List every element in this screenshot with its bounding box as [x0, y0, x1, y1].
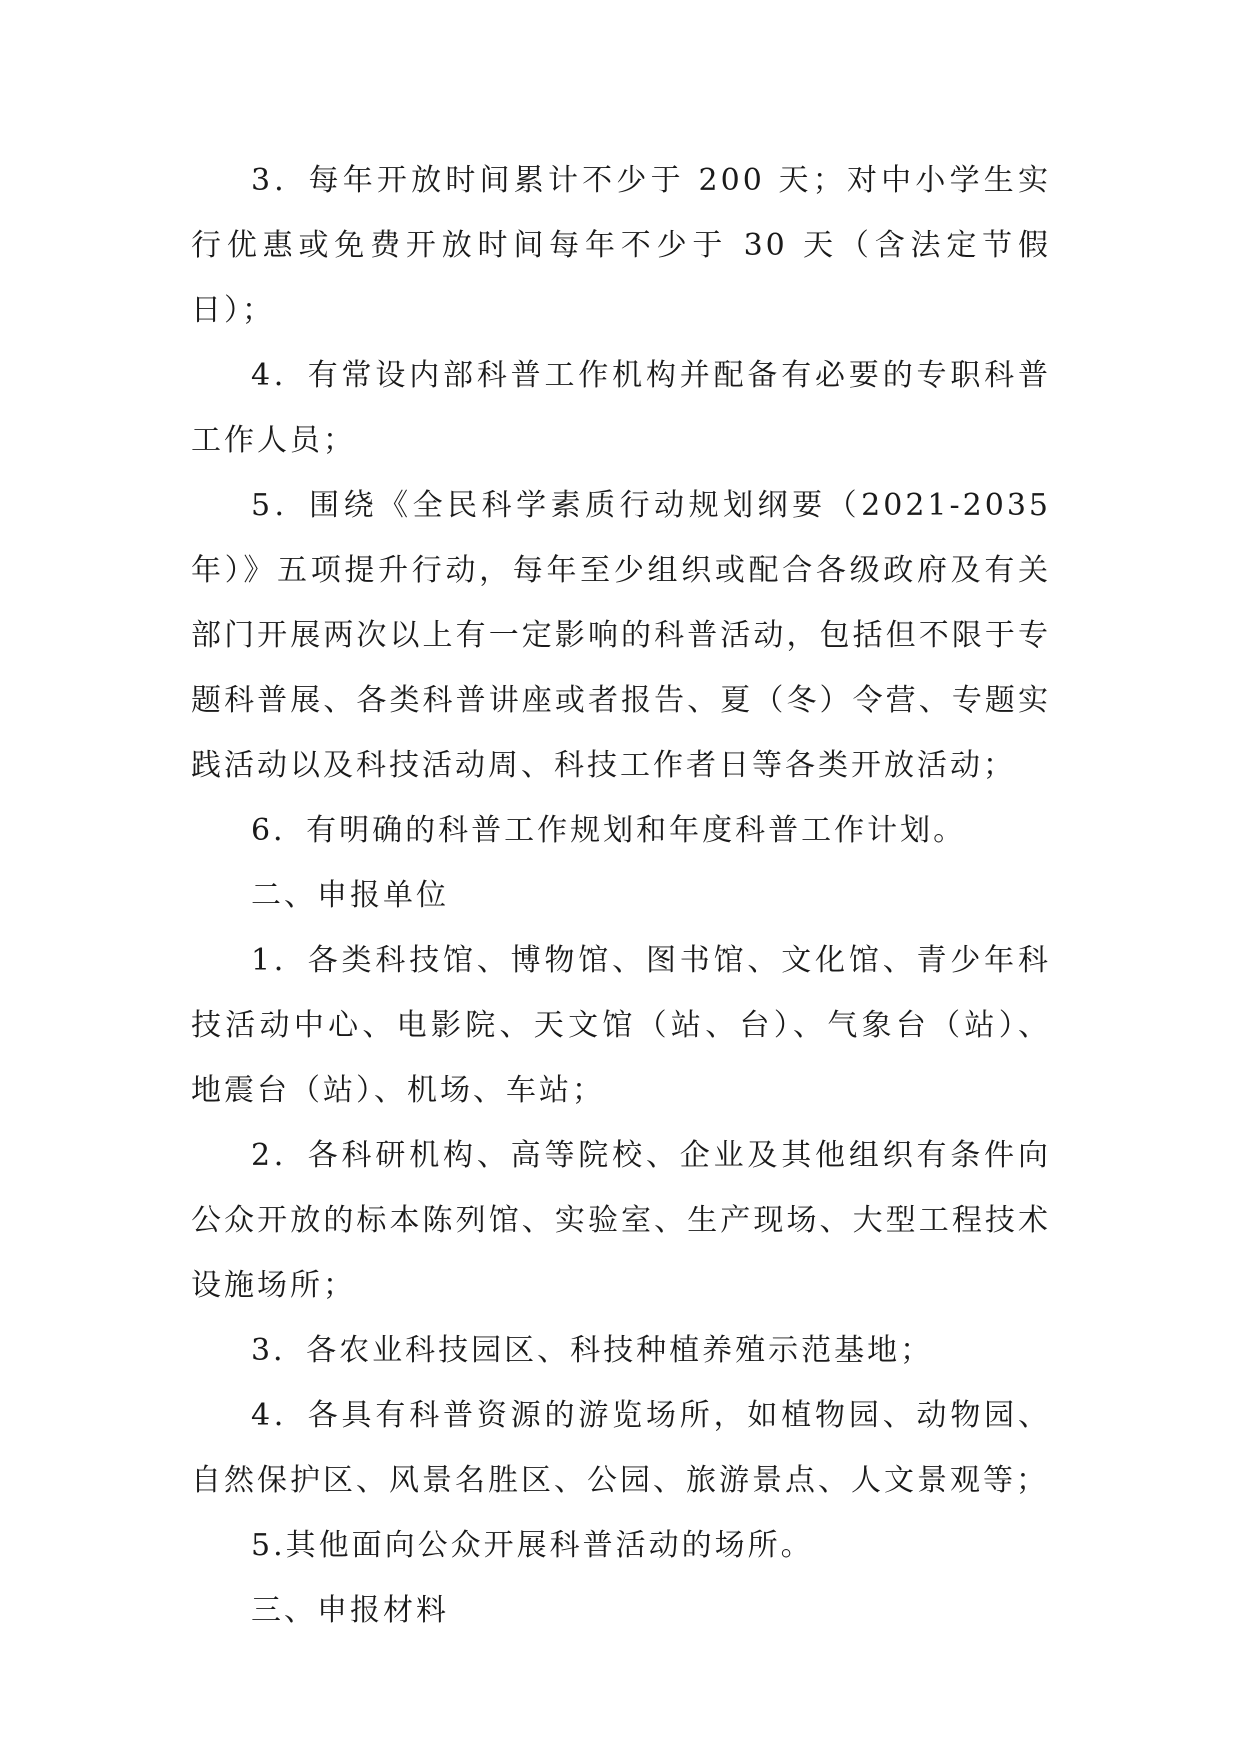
section-heading-materials: 三、申报材料 [251, 1593, 449, 1628]
paragraph-applicant-4: 4．各具有科普资源的游览场所，如植物园、动物园、自然保护区、风景名胜区、公园、旅游景点、人文景观等； [191, 1398, 1051, 1498]
paragraph-item-4: 4．有常设内部科普工作机构并配备有必要的专职科普工作人员； [191, 358, 1051, 458]
paragraph-applicant-3: 3．各农业科技园区、科技种植养殖示范基地； [251, 1333, 934, 1368]
paragraph-item-3: 3．每年开放时间累计不少于 200 天；对中小学生实行优惠或免费开放时间每年不少于 30 天（含法定节假日）； [191, 163, 1051, 328]
paragraph-applicant-1: 1．各类科技馆、博物馆、图书馆、文化馆、青少年科技活动中心、电影院、天文馆（站、台）、气象台（站）、地震台（站）、机场、车站； [191, 943, 1051, 1108]
document-body [191, 148, 1051, 1643]
paragraph-item-6: 6．有明确的科普工作规划和年度科普工作计划。 [251, 813, 967, 848]
paragraph-applicant-2: 2．各科研机构、高等院校、企业及其他组织有条件向公众开放的标本陈列馆、实验室、生产现场、大型工程技术设施场所； [191, 1138, 1051, 1303]
paragraph-item-5: 5．围绕《全民科学素质行动规划纲要（2021-2035年）》五项提升行动，每年至少组织或配合各级政府及有关部门开展两次以上有一定影响的科普活动，包括但不限于专题科普展、各类科普讲座或者报告、夏（冬）令营、专题实践活动以及科技活动周、科技工作者日等各类开放活动； [191, 488, 1051, 783]
paragraph-applicant-5: 5.其他面向公众开展科普活动的场所。 [251, 1528, 814, 1563]
section-heading-applicants: 二、申报单位 [251, 878, 449, 913]
